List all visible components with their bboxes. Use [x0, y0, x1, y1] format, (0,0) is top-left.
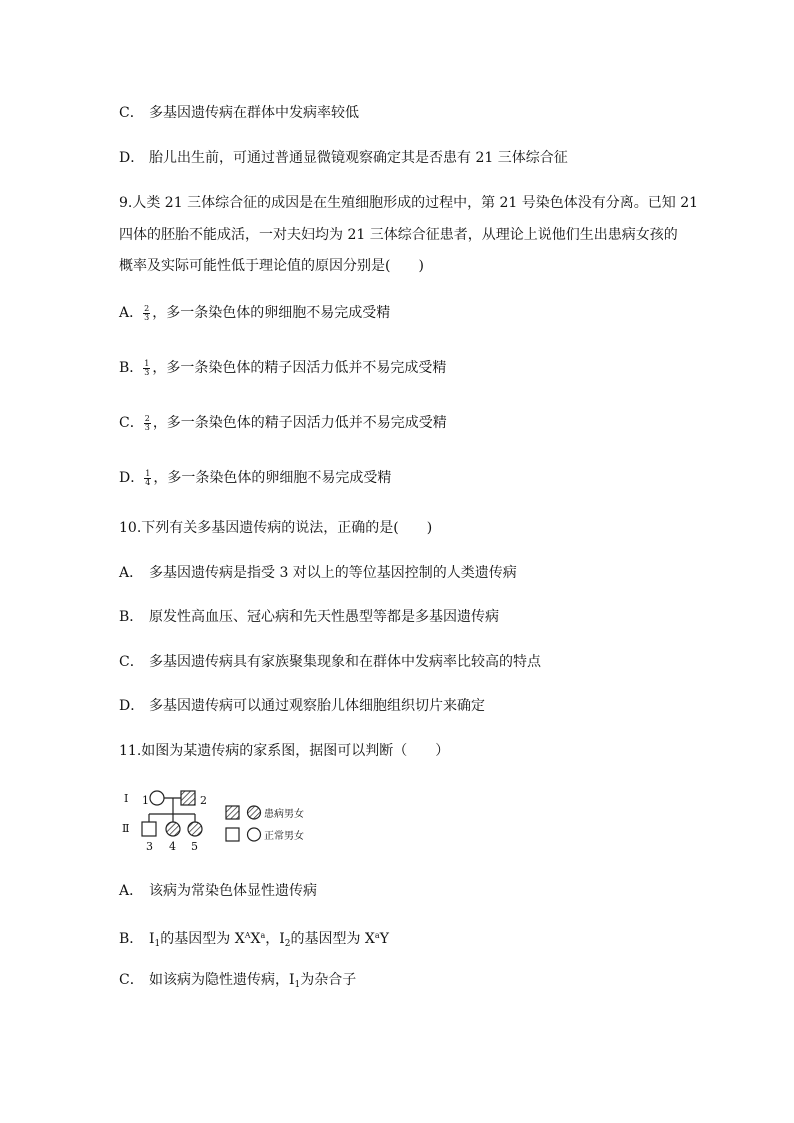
fraction: $\frac{2}{3}$	[144, 413, 150, 432]
q9-option-a	[119, 303, 390, 323]
q9-option-d	[119, 468, 391, 488]
option-text: $I_1$的基因型为 $X^AX^a$，$I_2$的基因型为 $X^aY$	[149, 931, 389, 949]
pedigree-chart	[118, 784, 328, 854]
q9-option-c	[119, 413, 447, 433]
q9-option-b	[119, 358, 446, 378]
individual-number-3: 3	[146, 840, 153, 853]
generation-label-2: Ⅱ	[122, 822, 130, 835]
generation-label-1: I	[124, 792, 129, 805]
legend-affected-male-symbol	[226, 806, 239, 819]
q10-option-b	[119, 607, 499, 627]
option-label: A．	[119, 883, 144, 899]
option-label: C．	[119, 105, 144, 121]
option-text: ，多一条染色体的精子因活力低并不易完成受精	[152, 360, 447, 376]
legend-normal-label: 正常男女	[264, 831, 304, 842]
q8-option-d	[119, 148, 568, 168]
option-text: 多基因遗传病是指受 3 对以上的等位基因控制的人类遗传病	[149, 565, 517, 581]
q10-option-d	[119, 696, 485, 716]
fraction: $\frac{1}{3}$	[144, 358, 150, 377]
q9-stem-line-3: 概率及实际可能性低于理论值的原因分别是( )	[119, 258, 424, 274]
female-affected-symbol	[188, 822, 202, 836]
option-text: 原发性高血压、冠心病和先天性愚型等都是多基因遗传病	[149, 609, 499, 625]
q11-option-c	[119, 970, 356, 995]
q10-stem: 10.下列有关多基因遗传病的说法，正确的是( )	[119, 520, 433, 536]
option-text: ，多一条染色体的卵细胞不易完成受精	[152, 305, 391, 321]
option-label: B．	[119, 931, 144, 947]
option-label: C．	[119, 972, 144, 988]
q10-option-a	[119, 563, 517, 583]
option-label: D．	[119, 698, 145, 714]
female-affected-symbol	[166, 822, 180, 836]
individual-number-1: 1	[142, 794, 149, 807]
female-normal-symbol	[150, 791, 164, 805]
individual-number-4: 4	[169, 840, 176, 853]
legend-normal-male-symbol	[226, 828, 239, 841]
fraction: $\frac{1}{4}$	[145, 468, 151, 487]
option-label: A．	[119, 565, 144, 581]
option-label: D．	[119, 150, 145, 166]
option-text: 多基因遗传病具有家族聚集现象和在群体中发病率比较高的特点	[149, 654, 541, 670]
q11-stem: 11.如图为某遗传病的家系图，据图可以判断（ ）	[119, 743, 450, 759]
option-text: ，多一条染色体的卵细胞不易完成受精	[153, 470, 392, 486]
option-label: B．	[119, 609, 144, 625]
individual-number-2: 2	[200, 794, 207, 807]
option-text: 该病为常染色体显性遗传病	[149, 883, 317, 899]
option-label: A．	[119, 305, 144, 321]
q10-option-c	[119, 652, 541, 672]
legend-affected-female-symbol	[248, 806, 261, 819]
male-affected-symbol	[181, 791, 195, 805]
q9-stem-line-2: 四体的胚胎不能成活，一对夫妇均为 21 三体综合征患者，从理论上说他们生出患病女孩的	[119, 227, 678, 243]
option-text: ，多一条染色体的精子因活力低并不易完成受精	[152, 415, 447, 431]
legend-normal-female-symbol	[248, 828, 261, 841]
option-text: 如该病为隐性遗传病，$I_1$为杂合子	[149, 972, 357, 990]
q9-stem-line-1: 9.人类 21 三体综合征的成因是在生殖细胞形成的过程中，第 21 号染色体没有分离。已知 21	[119, 195, 699, 211]
option-text: 多基因遗传病在群体中发病率较低	[149, 105, 359, 121]
male-normal-symbol	[142, 822, 156, 836]
option-label: C．	[119, 415, 144, 431]
q11-option-b	[119, 926, 389, 954]
q11-option-a	[119, 881, 317, 901]
q8-option-c	[119, 103, 359, 123]
legend-affected-label: 患病男女	[264, 809, 304, 820]
individual-number-5: 5	[191, 840, 198, 853]
option-text: 多基因遗传病可以通过观察胎儿体细胞组织切片来确定	[149, 698, 485, 714]
fraction: $\frac{2}{3}$	[144, 303, 150, 322]
option-text: 胎儿出生前，可通过普通显微镜观察确定其是否患有 21 三体综合征	[149, 150, 568, 166]
option-label: B．	[119, 360, 144, 376]
option-label: D．	[119, 470, 145, 486]
option-label: C．	[119, 654, 144, 670]
